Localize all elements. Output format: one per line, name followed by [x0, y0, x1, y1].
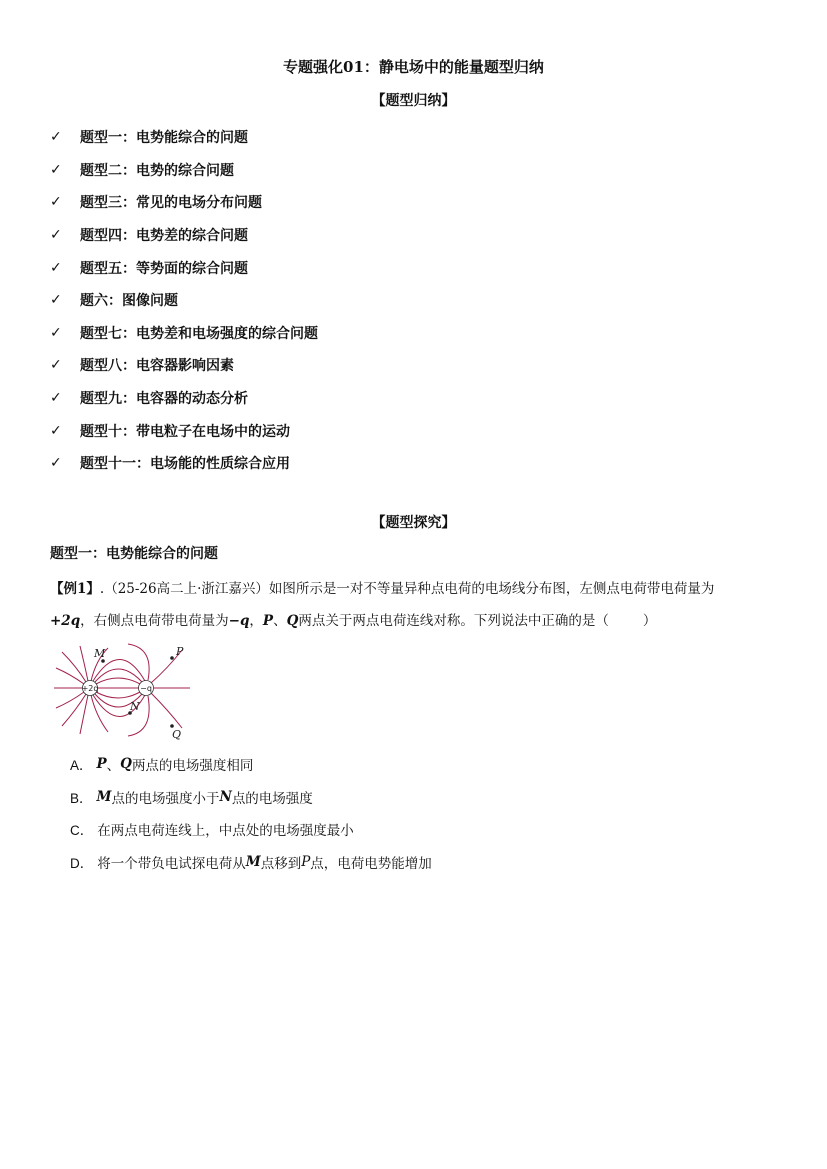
option-variable: M [96, 788, 112, 805]
toc-item-label: 题型十：带电粒子在电场中的运动 [80, 423, 290, 440]
field-line [128, 644, 149, 680]
option-text: 、 [106, 758, 121, 775]
question-text-4: 两点关于两点电荷连线对称。下列说法中正确的是（ [298, 613, 609, 629]
option-text: 点的电场强度小于 [111, 790, 220, 807]
toc-item-label: 题型七：电势差和电场强度的综合问题 [80, 325, 318, 342]
field-lines [54, 644, 190, 736]
point-p: P [262, 613, 274, 629]
toc-item [50, 219, 318, 252]
option-item [70, 781, 432, 814]
field-line [96, 692, 140, 698]
example-tag: 【例1】 [50, 581, 100, 597]
toc-item [50, 284, 318, 317]
left-charge-value: +2q [50, 613, 81, 629]
question-line-1 [50, 577, 714, 597]
field-line [80, 646, 88, 681]
option-variable: P [96, 756, 107, 773]
summary-heading: 【题型归纳】 [371, 93, 456, 109]
toc-item [50, 121, 318, 154]
option-variable: M [245, 854, 261, 871]
check-icon: ✓ [50, 357, 62, 374]
toc-item [50, 186, 318, 219]
toc-item-label: 题型三：常见的电场分布问题 [80, 195, 262, 212]
toc-item [50, 382, 318, 415]
option-item [70, 846, 432, 879]
question-text-2: ，右侧点电荷带电荷量为 [80, 613, 229, 629]
question-text-1: 如图所示是一对不等量异种点电荷的电场线分布图，左侧点电荷带电荷量为 [268, 581, 715, 597]
check-icon: ✓ [50, 422, 62, 439]
toc-item-label: 题型八：电容器影响因素 [80, 358, 234, 375]
check-icon: ✓ [50, 129, 62, 146]
left-charge-label: +2q [81, 684, 99, 693]
option-text: 将一个带负电试探电荷从 [97, 856, 246, 873]
check-icon: ✓ [50, 324, 62, 341]
right-charge-label: −q [140, 684, 152, 693]
toc-item-label: 题六：图像问题 [80, 293, 178, 310]
toc-item [50, 414, 318, 447]
field-line [96, 678, 140, 684]
check-icon: ✓ [50, 259, 62, 276]
separator: 、 [273, 613, 287, 629]
option-letter: C． [70, 823, 94, 839]
check-icon: ✓ [50, 194, 62, 211]
toc-item [50, 349, 318, 382]
options-list [70, 748, 432, 878]
toc-item [50, 447, 318, 480]
point-n-label: N [130, 700, 140, 713]
question-text-3: ， [249, 613, 263, 629]
toc-item [50, 154, 318, 187]
page-title: 专题强化01：静电场中的能量题型归纳 [283, 58, 544, 76]
field-line [91, 695, 108, 732]
point-p-label: P [176, 645, 184, 658]
toc-item-label: 题型九：电容器的动态分析 [80, 391, 248, 408]
point-p-dot [170, 656, 174, 660]
check-icon: ✓ [50, 455, 62, 472]
right-charge-value: −q [228, 613, 250, 629]
toc-item [50, 251, 318, 284]
toc-list [50, 121, 318, 480]
check-icon: ✓ [50, 227, 62, 244]
explore-heading: 【题型探究】 [371, 515, 456, 531]
field-line [56, 692, 84, 708]
electric-field-diagram [50, 642, 200, 740]
option-item [70, 748, 432, 781]
toc-item-label: 题型一：电势能综合的问题 [80, 130, 248, 147]
section-title: 题型一：电势能综合的问题 [50, 546, 218, 562]
option-letter: B． [70, 790, 93, 806]
option-text: 在两点电荷连线上，中点处的电场强度最小 [97, 823, 354, 840]
toc-item-label: 题型五：等势面的综合问题 [80, 260, 248, 277]
toc-item-label: 题型十一：电场能的性质综合应用 [80, 456, 290, 473]
option-text: 两点的电场强度相同 [131, 758, 254, 775]
point-q: Q [286, 613, 299, 629]
question-text-5: ） [642, 613, 657, 629]
example-source: .（25-26高二上·浙江嘉兴） [99, 581, 269, 597]
point-m-label: M [94, 647, 106, 660]
field-line [151, 693, 182, 728]
field-line [95, 669, 142, 682]
option-letter: A． [70, 758, 93, 774]
option-item [70, 813, 432, 846]
option-letter: D． [70, 856, 94, 872]
field-line [56, 668, 84, 684]
option-variable: N [219, 788, 232, 805]
check-icon: ✓ [50, 390, 62, 407]
option-variable: Q [120, 756, 132, 773]
option-text: 点的电场强度 [231, 790, 313, 807]
question-line-2 [50, 609, 656, 629]
check-icon: ✓ [50, 161, 62, 178]
toc-item [50, 317, 318, 350]
option-text: 点移到 [260, 856, 302, 873]
option-variable: P [301, 854, 311, 871]
point-q-label: Q [172, 728, 182, 740]
toc-item-label: 题型二：电势的综合问题 [80, 162, 234, 179]
toc-item-label: 题型四：电势差的综合问题 [80, 228, 248, 245]
check-icon: ✓ [50, 292, 62, 309]
option-text: 点，电荷电势能增加 [310, 856, 432, 873]
